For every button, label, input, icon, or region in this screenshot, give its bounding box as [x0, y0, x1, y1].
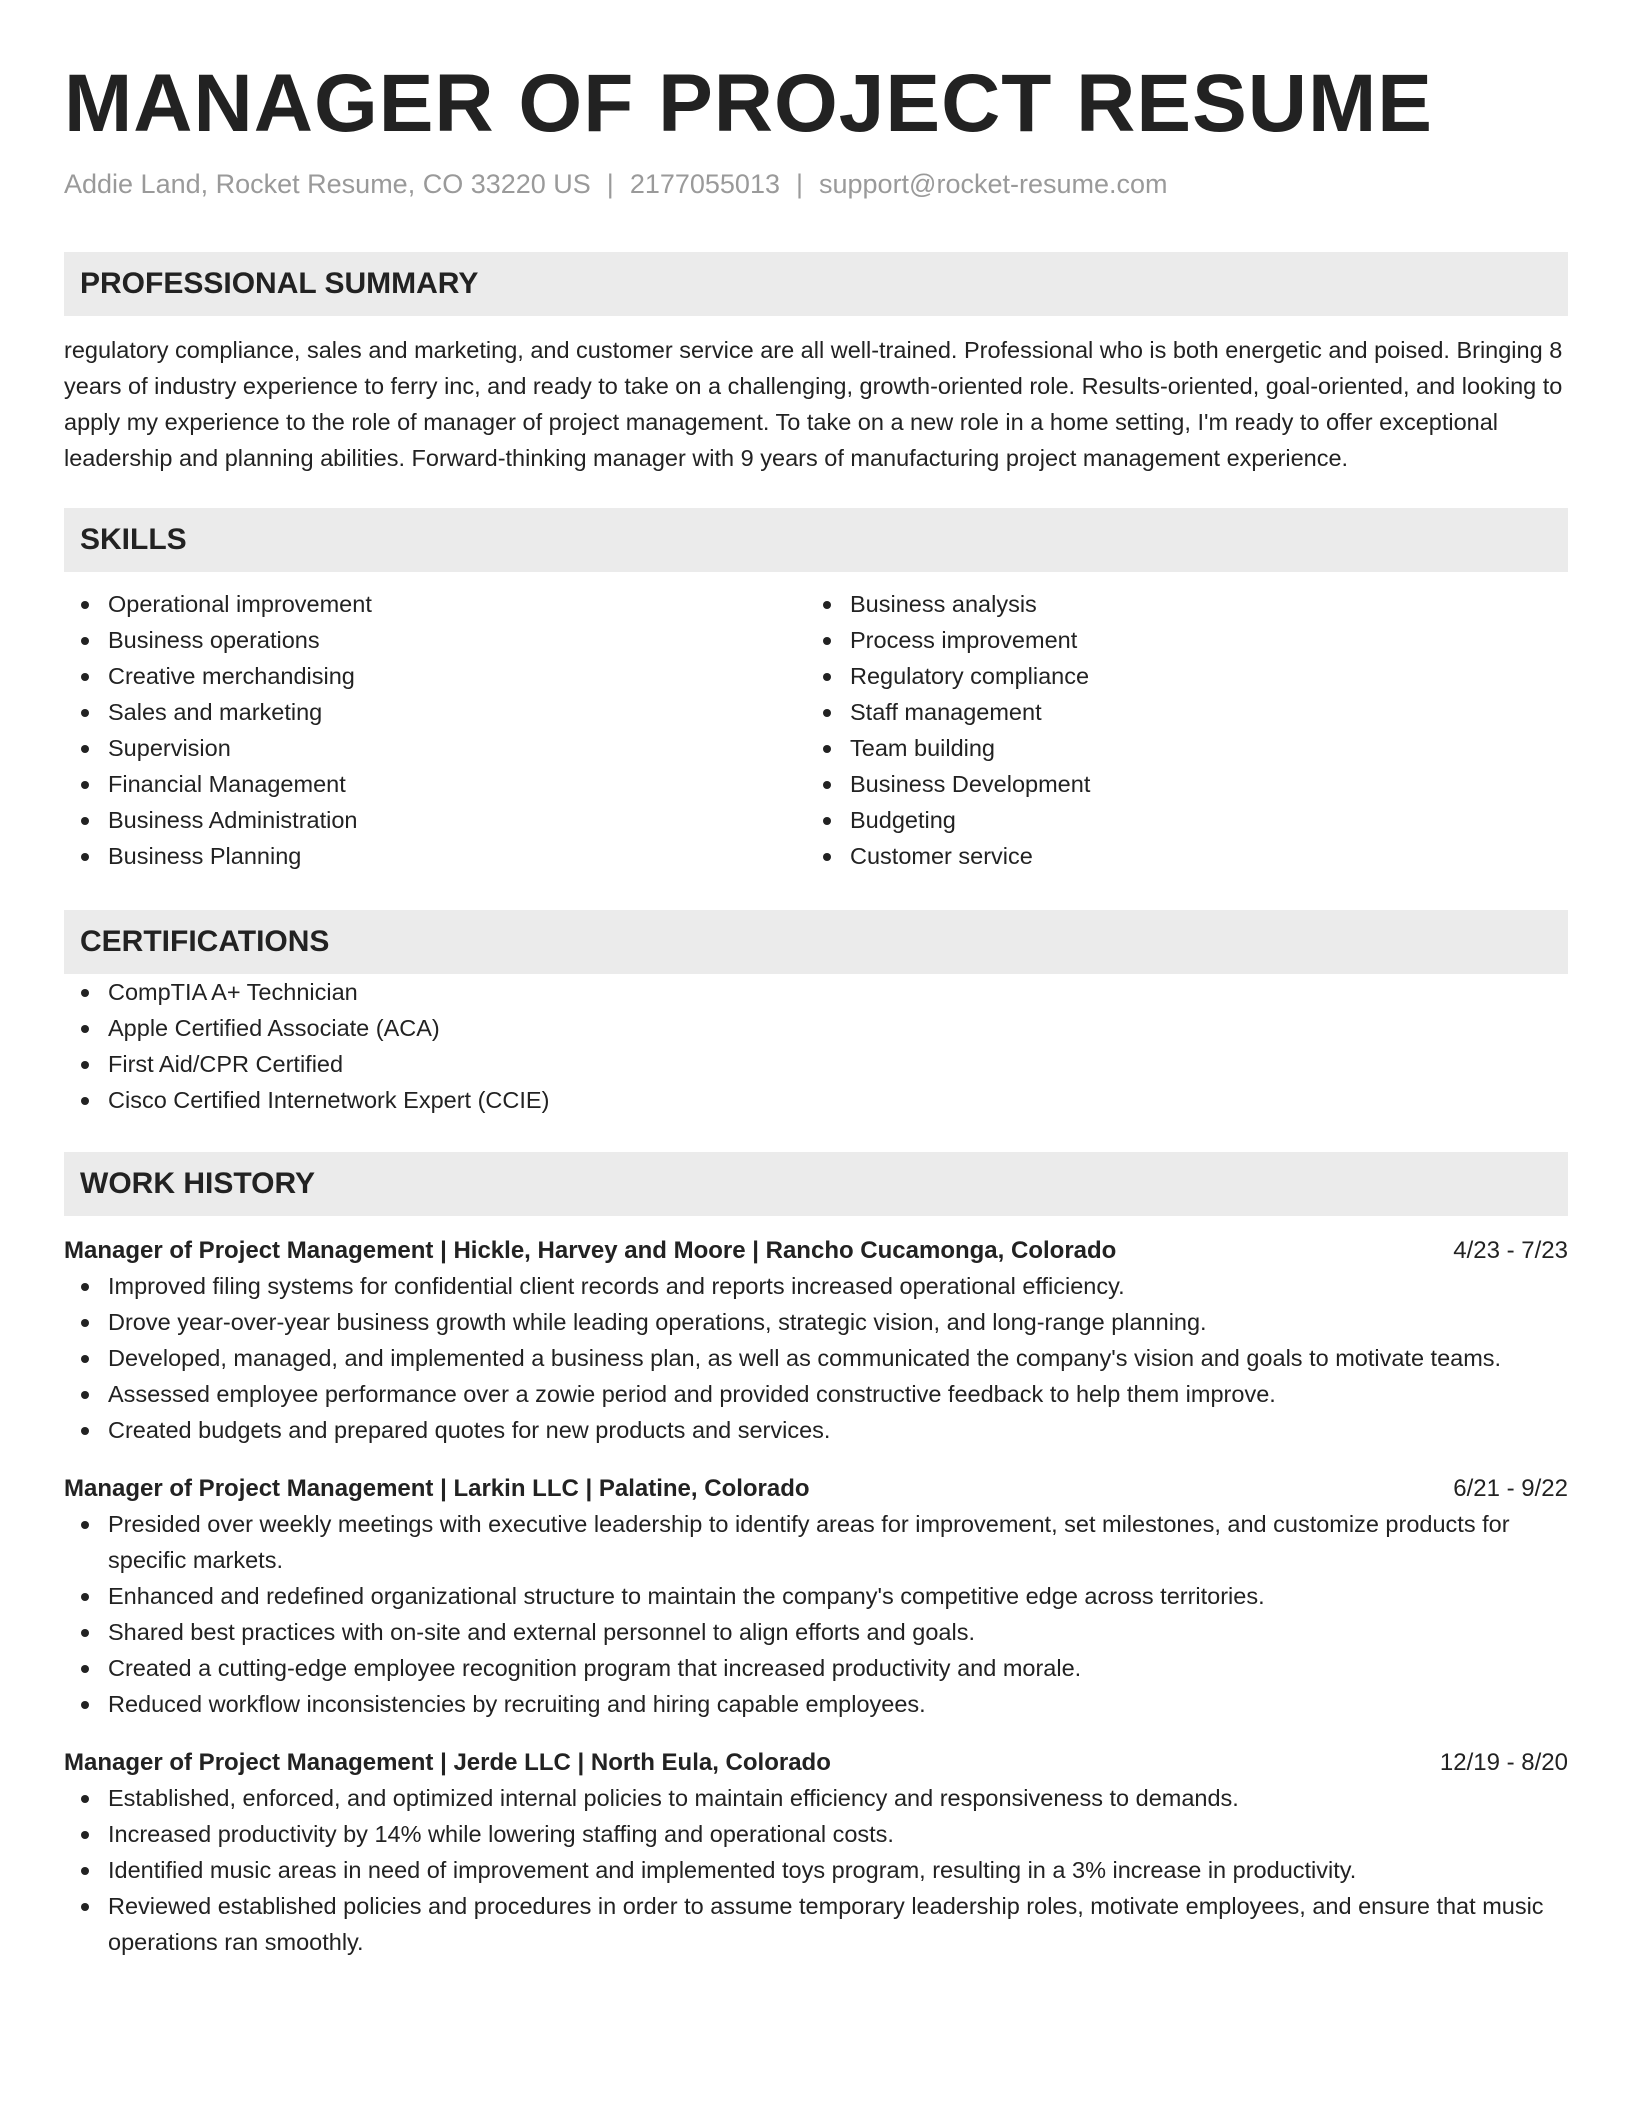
job-bullet: Shared best practices with on-site and external personnel to align efforts and goals.	[64, 1614, 1568, 1650]
skill-item: Financial Management	[64, 766, 806, 802]
skill-item: Operational improvement	[64, 586, 806, 622]
contact-separator: |	[795, 169, 803, 199]
certification-item: Cisco Certified Internetwork Expert (CCIE)	[64, 1082, 1568, 1118]
skill-item: Team building	[806, 730, 1548, 766]
skill-item: Customer service	[806, 838, 1548, 874]
section-header-certifications	[64, 910, 1568, 974]
skill-item: Business Planning	[64, 838, 806, 874]
skills-column-left	[64, 586, 806, 874]
skill-item: Business Development	[806, 766, 1548, 802]
section-heading: SKILLS	[80, 523, 187, 556]
certification-item: Apple Certified Associate (ACA)	[64, 1010, 1568, 1046]
job-bullet: Increased productivity by 14% while lowering staffing and operational costs.	[64, 1816, 1568, 1852]
job-dates: 4/23 - 7/23	[1453, 1237, 1568, 1264]
job-bullet: Presided over weekly meetings with executive leadership to identify areas for improvement, set milestones, and customize products for specific markets.	[64, 1506, 1568, 1578]
job-bullet: Reduced workflow inconsistencies by recruiting and hiring capable employees.	[64, 1686, 1568, 1722]
skill-item: Supervision	[64, 730, 806, 766]
resume-content	[64, 52, 1568, 1960]
section-heading: PROFESSIONAL SUMMARY	[80, 267, 479, 300]
job-header	[64, 1746, 1568, 1780]
job-bullet: Assessed employee performance over a zowie period and provided constructive feedback to help them improve.	[64, 1376, 1568, 1412]
certifications-list	[64, 974, 1568, 1118]
section-heading: WORK HISTORY	[80, 1167, 316, 1200]
job-header	[64, 1472, 1568, 1506]
skill-item: Business analysis	[806, 586, 1548, 622]
contact-phone: 2177055013	[629, 169, 780, 199]
contact-address: Addie Land, Rocket Resume, CO 33220 US	[64, 169, 591, 199]
section-header-summary	[64, 252, 1568, 316]
skill-item: Process improvement	[806, 622, 1548, 658]
job-header	[64, 1234, 1568, 1268]
skill-item: Sales and marketing	[64, 694, 806, 730]
job-bullet: Improved filing systems for confidential client records and reports increased operational efficiency.	[64, 1268, 1568, 1304]
skill-item: Staff management	[806, 694, 1548, 730]
job-bullet-list	[64, 1780, 1568, 1960]
job-title: Manager of Project Management | Jerde LLC | North Eula, Colorado	[64, 1749, 831, 1776]
skills-grid	[64, 586, 1568, 874]
job-title: Manager of Project Management | Hickle, Harvey and Moore | Rancho Cucamonga, Colorado	[64, 1237, 1117, 1264]
job-bullet: Created budgets and prepared quotes for new products and services.	[64, 1412, 1568, 1448]
job-bullet-list	[64, 1268, 1568, 1448]
section-heading: CERTIFICATIONS	[80, 925, 330, 958]
job-bullet: Created a cutting-edge employee recognition program that increased productivity and morale.	[64, 1650, 1568, 1686]
contact-email: support@rocket-resume.com	[819, 169, 1168, 199]
job-bullet: Established, enforced, and optimized internal policies to maintain efficiency and responsiveness to demands.	[64, 1780, 1568, 1816]
skill-item: Budgeting	[806, 802, 1548, 838]
job-bullet: Drove year-over-year business growth while leading operations, strategic vision, and long-range planning.	[64, 1304, 1568, 1340]
job-title: Manager of Project Management | Larkin LLC | Palatine, Colorado	[64, 1475, 810, 1502]
skill-item: Business Administration	[64, 802, 806, 838]
contact-line	[64, 166, 1568, 202]
section-header-skills	[64, 508, 1568, 572]
job-entry	[64, 1234, 1568, 1448]
job-bullet: Enhanced and redefined organizational structure to maintain the company's competitive edge across territories.	[64, 1578, 1568, 1614]
job-entry	[64, 1472, 1568, 1722]
work-history-list	[64, 1234, 1568, 1960]
skill-item: Regulatory compliance	[806, 658, 1548, 694]
job-dates: 6/21 - 9/22	[1453, 1475, 1568, 1502]
section-header-work-history	[64, 1152, 1568, 1216]
summary-text: regulatory compliance, sales and marketing, and customer service are all well-trained. Professional who is both energetic and poised. Bringing 8 years of industry experience to ferry inc, and ready to take on a challenging, growth-oriented role. Results-oriented, goal-oriented, and looking to apply my experience to the role of manager of project management. To take on a new role in a home setting, I'm ready to offer exceptional leadership and planning abilities. Forward-thinking manager with 9 years of manufacturing project management experience.	[64, 337, 1563, 471]
job-bullet: Identified music areas in need of improvement and implemented toys program, resulting in a 3% increase in productivity.	[64, 1852, 1568, 1888]
certification-item: First Aid/CPR Certified	[64, 1046, 1568, 1082]
certification-item: CompTIA A+ Technician	[64, 974, 1568, 1010]
job-entry	[64, 1746, 1568, 1960]
contact-separator: |	[606, 169, 614, 199]
resume-title: MANAGER OF PROJECT RESUME	[64, 58, 1433, 149]
skill-item: Creative merchandising	[64, 658, 806, 694]
job-bullet: Developed, managed, and implemented a business plan, as well as communicated the company's vision and goals to motivate teams.	[64, 1340, 1568, 1376]
job-bullet-list	[64, 1506, 1568, 1722]
skill-item: Business operations	[64, 622, 806, 658]
job-dates: 12/19 - 8/20	[1439, 1749, 1568, 1776]
job-bullet: Reviewed established policies and procedures in order to assume temporary leadership roles, motivate employees, and ensure that music operations ran smoothly.	[64, 1888, 1568, 1960]
skills-column-right	[806, 586, 1548, 874]
